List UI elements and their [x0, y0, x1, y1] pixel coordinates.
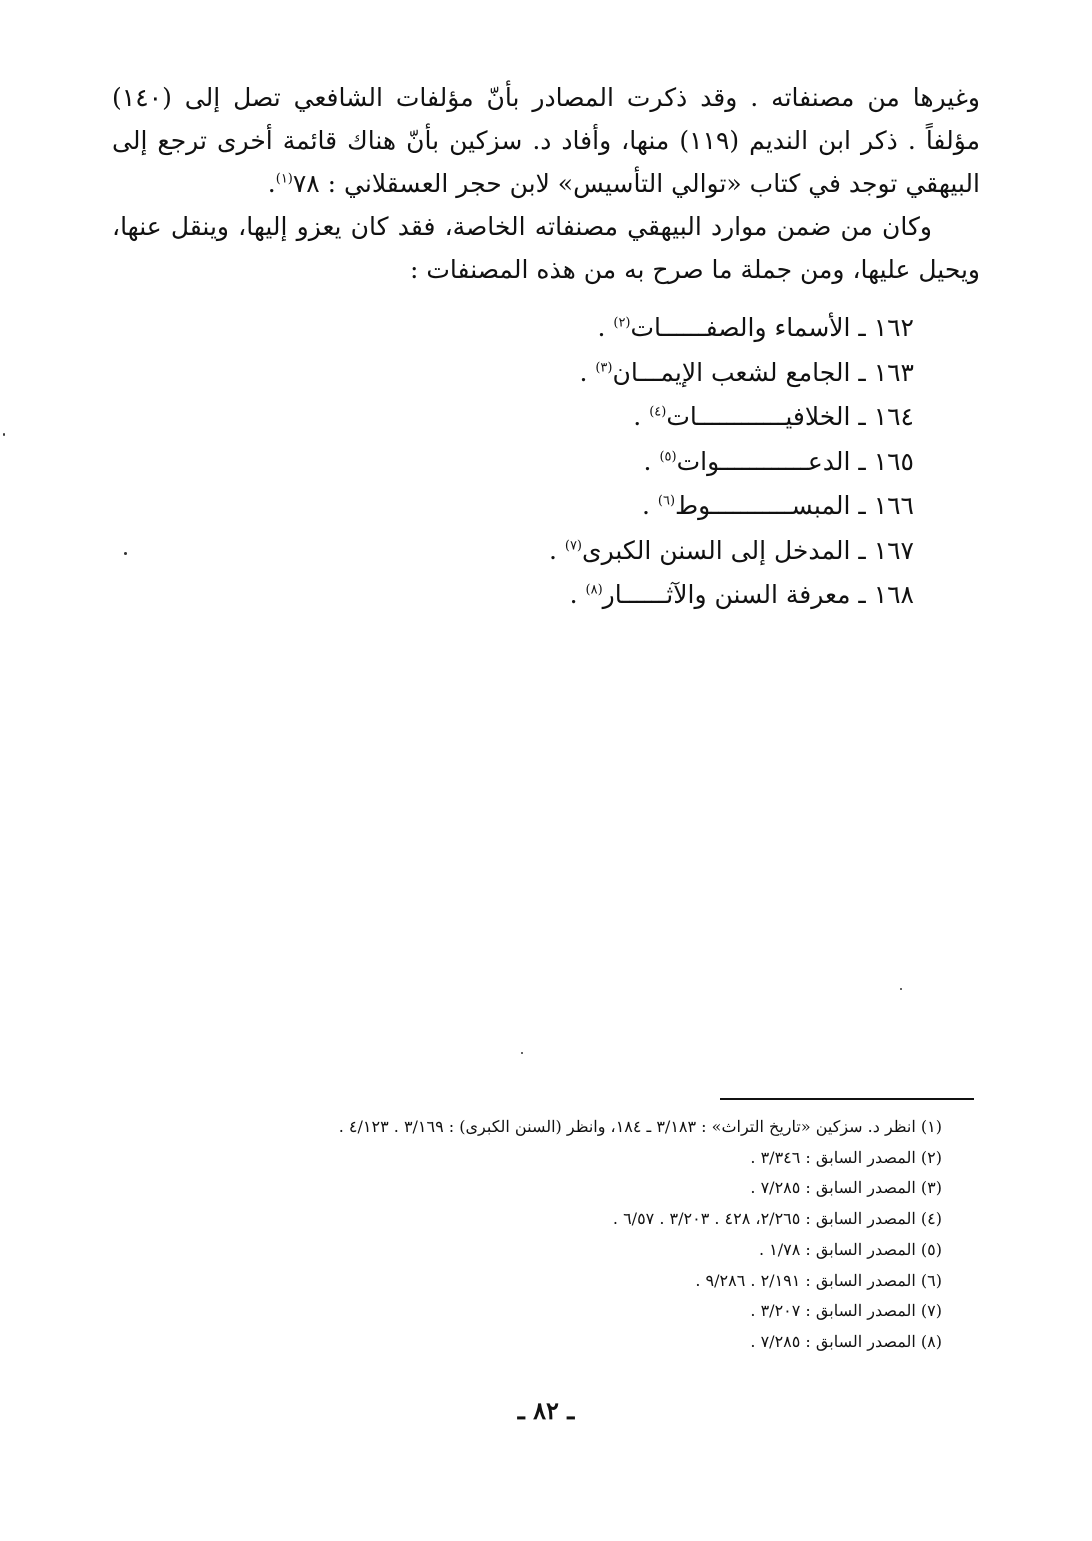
list-item: ١٦٦ ـ المبســـــــــــوط$^{(٦)}$ . — [641, 491, 914, 520]
works-list — [549, 306, 914, 618]
footnote-mark: (٢) — [613, 315, 631, 331]
paragraph-text: وغيرها من مصنفاته . وقد ذكرت المصادر بأنّ مؤلفات الشافعي تصل إلى (١٤٠) مؤلفاً . ذكر ابن النديم (١١٩) منها، وأفاد د. سزكين بأنّ هناك قائمة أخرى ترجع إلى البيهقي توجد في كتاب «توالي التأسيس» لابن حجر العسقلاني : ٧٨ — [112, 83, 981, 198]
footnotes-list — [339, 1112, 942, 1358]
footnote: (٤) المصدر السابق : ٢/٢٦٥، ٤٢٨ . ٣/٢٠٣ . ٦/٥٧ . — [612, 1209, 942, 1229]
scan-speck — [3, 433, 5, 436]
footnote: (٢) المصدر السابق : ٣/٣٤٦ . — [750, 1147, 942, 1167]
list-item: ١٦٣ ـ الجامع لشعب الإيمـــان$^{(٣)}$ . — [579, 357, 914, 387]
list-item: ١٦٧ ـ المدخل إلى السنن الكبرى$^{(٧)}$ . — [548, 535, 914, 565]
footnote: (٣) المصدر السابق : ٧/٢٨٥ . — [750, 1178, 942, 1198]
list-item: ١٦٨ ـ معرفة السنن والآثــــــار$^{(٨)}$ . — [569, 580, 914, 609]
footnote-mark: (٧) — [564, 538, 582, 554]
paragraph-text: وكان من ضمن موارد البيهقي مصنفاته الخاصة، فقد كان يعزو إليها، وينقل عنها، ويحيل عليها، ومن جملة ما صرح به من هذه المصنفات : — [112, 212, 980, 284]
paragraph: وغيرها من مصنفاته . وقد ذكرت المصادر بأنّ مؤلفات الشافعي تصل إلى (١٤٠) مؤلفاً . ذكر ابن النديم (١١٩) منها، وأفاد د. سزكين بأنّ هناك قائمة أخرى ترجع إلى البيهقي توجد في كتاب «توالي التأسيس» لابن حجر العسقلاني : ٧٨$^{(١)}$. — [112, 83, 981, 198]
footnote-mark: (٥) — [659, 449, 677, 465]
footnote: (٨) المصدر السابق : ٧/٢٨٥ . — [750, 1331, 942, 1351]
footnote-mark: (١) — [275, 171, 293, 187]
footnote-mark: (٣) — [595, 360, 613, 376]
scan-speck — [124, 552, 127, 555]
work-title: ١٦٧ ـ المدخل إلى السنن الكبرى — [582, 535, 914, 565]
work-title: ١٦٨ ـ معرفة السنن والآثــــــار — [602, 580, 914, 609]
paragraph — [112, 205, 980, 291]
scan-speck — [900, 988, 902, 990]
work-title: ١٦٣ ـ الجامع لشعب الإيمـــان — [612, 357, 914, 387]
footnote-mark: (٤) — [649, 404, 667, 420]
page-number: ـ ٨٢ ـ — [517, 1396, 575, 1425]
work-title: ١٦٤ ـ الخلافيــــــــــــات — [666, 402, 914, 431]
list-item: ١٦٢ ـ الأسماء والصفــــــات$^{(٢)}$ . — [597, 313, 914, 342]
footnote: (٦) المصدر السابق : ٢/١٩١ . ٩/٢٨٦ . — [695, 1270, 942, 1290]
main-text — [112, 76, 980, 291]
list-item: ١٦٥ ـ الدعــــــــــــوات$^{(٥)}$ . — [643, 446, 914, 476]
scan-speck — [521, 1052, 523, 1054]
list-item: ١٦٤ ـ الخلافيــــــــــــات$^{(٤)}$ . — [633, 402, 914, 431]
footnote: (١) انظر د. سزكين «تاريخ التراث» : ٣/١٨٣ ـ ١٨٤، وانظر (السنن الكبرى) : ٣/١٦٩ . ٤/١٢٣ . — [338, 1117, 942, 1136]
work-title: ١٦٥ ـ الدعــــــــــــوات — [676, 446, 914, 476]
footnote: (٧) المصدر السابق : ٣/٢٠٧ . — [750, 1301, 942, 1321]
footnote: (٥) المصدر السابق : ١/٧٨ . — [759, 1239, 942, 1259]
footnote-mark: (٨) — [585, 582, 603, 598]
footnote-separator — [720, 1098, 974, 1100]
footnote-mark: (٦) — [657, 493, 676, 509]
work-title: ١٦٢ ـ الأسماء والصفــــــات — [630, 313, 914, 342]
work-title: ١٦٦ ـ المبســـــــــــوط — [675, 491, 914, 520]
